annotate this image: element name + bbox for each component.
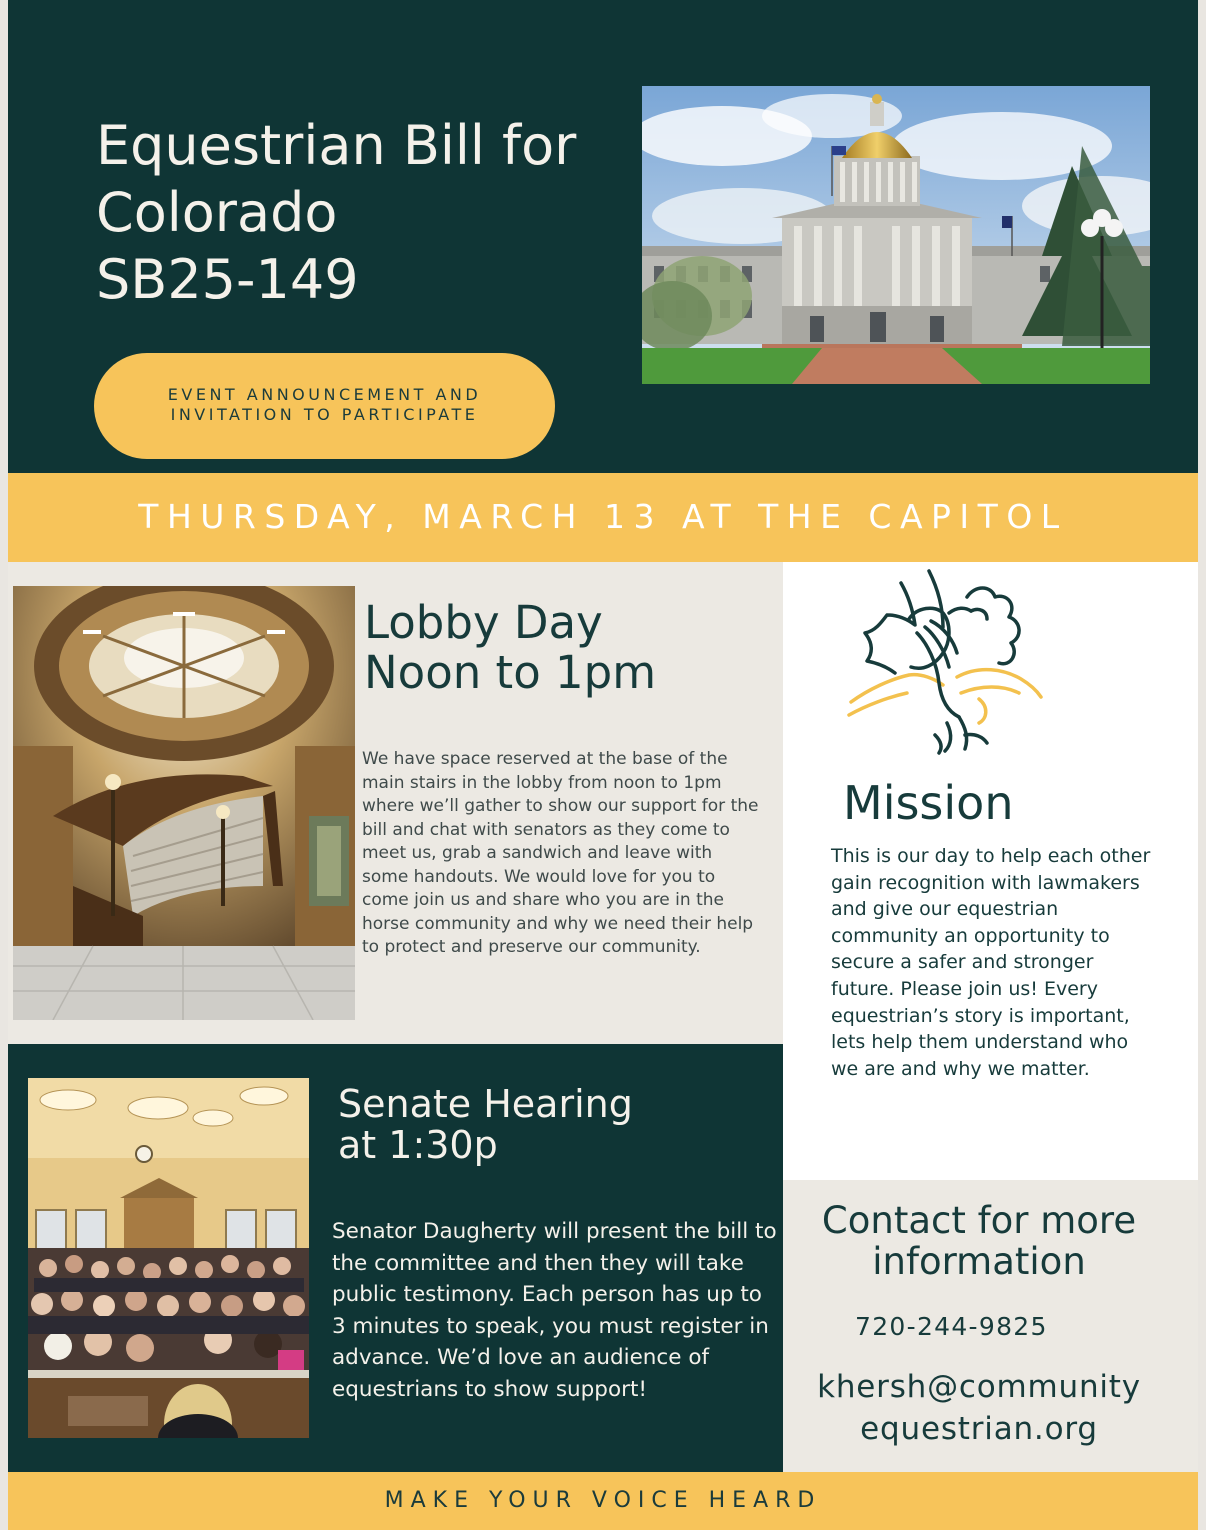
event-date: THURSDAY, MARCH 13 AT THE CAPITOL <box>138 497 1068 536</box>
contact-email-line-2: equestrian.org <box>860 1411 1098 1447</box>
senate-title-line-2: at 1:30p <box>338 1123 498 1167</box>
senate-hearing-title <box>338 1084 633 1166</box>
contact-email[interactable] <box>783 1366 1175 1450</box>
contact-title <box>783 1200 1175 1282</box>
date-band <box>8 473 1198 562</box>
footer-slogan: MAKE YOUR VOICE HEARD <box>384 1488 822 1513</box>
senate-hearing-photo <box>28 1078 309 1438</box>
senate-hearing-section <box>8 1044 783 1472</box>
capitol-building-photo <box>642 86 1150 384</box>
contact-email-line-1: khersh@community <box>817 1369 1141 1405</box>
flyer-page <box>8 0 1198 1530</box>
mission-description: This is our day to help each other gain recognition with lawmakers and give our equestrian community an opportunity to secure a safer and stronger future. Please join us! Every equestrian’s story is important, lets help them understand who we are and why we matter. <box>831 845 1151 1080</box>
lobby-title-line-2: Noon to 1pm <box>364 646 657 699</box>
senate-title-line-1: Senate Hearing <box>338 1082 633 1126</box>
capitol-rotunda-photo <box>13 586 355 1020</box>
contact-phone[interactable]: 720-244-9825 <box>855 1312 1048 1341</box>
footer-band <box>8 1472 1198 1530</box>
mission-section <box>783 562 1198 1180</box>
title-line-2: Colorado <box>96 181 338 244</box>
lobby-day-description: We have space reserved at the base of the main stairs in the lobby from noon to 1pm where we’ll gather to show our support for the bill and chat with senators as they come to meet us, grab a sandwich and leave with some handouts. We would love for you to come join us and share who you are in the horse community and why we need their help to protect and preserve our community. <box>362 749 759 957</box>
mission-title: Mission <box>843 776 1014 830</box>
header-section <box>8 0 1198 473</box>
title-line-1: Equestrian Bill for <box>96 114 577 177</box>
senate-hearing-description: Senator Daugherty will present the bill to the committee and then they will take public testimony. Each person has up to 3 minutes to speak, you must register in advance. We’d love an audience of equestrians to show support! <box>332 1219 777 1402</box>
contact-title-line-2: information <box>872 1240 1086 1283</box>
lobby-title-line-1: Lobby Day <box>364 596 603 649</box>
contact-title-line-1: Contact for more <box>821 1199 1137 1242</box>
pill-line-2: INVITATION TO PARTICIPATE <box>170 405 479 424</box>
pill-line-1: EVENT ANNOUNCEMENT AND <box>167 385 482 404</box>
event-announcement-pill <box>94 353 555 459</box>
page-title <box>96 112 576 313</box>
lobby-day-section <box>8 562 783 1044</box>
contact-section <box>783 1180 1198 1472</box>
title-line-3: SB25-149 <box>96 248 359 311</box>
joined-hands-icon <box>839 567 1045 757</box>
lobby-day-title <box>364 598 656 698</box>
